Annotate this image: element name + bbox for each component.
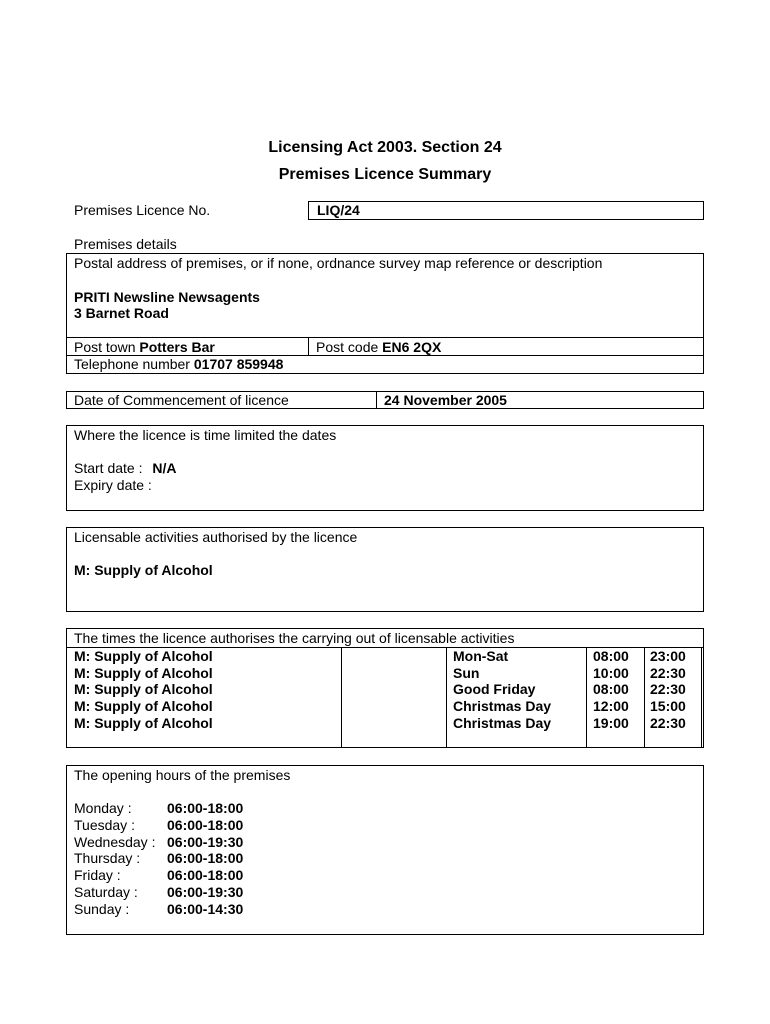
commencement-box <box>66 391 704 409</box>
times-start: 10:00 <box>593 665 629 681</box>
divider <box>67 337 703 338</box>
telephone-label: Telephone number <box>74 356 190 372</box>
start-date-label: Start date : <box>74 460 143 476</box>
opening-day: Friday : <box>74 867 121 883</box>
times-activity: M: Supply of Alcohol <box>74 665 213 681</box>
times-end: 15:00 <box>650 698 686 714</box>
address-label: Postal address of premises, or if none, ordnance survey map reference or description <box>74 255 603 271</box>
times-days: Christmas Day <box>453 698 552 714</box>
activities-value: M: Supply of Alcohol <box>74 562 213 578</box>
premises-name: PRITI Newsline Newsagents <box>74 289 260 305</box>
times-end: 22:30 <box>650 681 686 697</box>
activities-box <box>66 527 704 612</box>
opening-hours-box <box>66 765 704 935</box>
opening-hours-value: 06:00-18:00 <box>167 800 244 816</box>
times-start: 08:00 <box>593 681 629 697</box>
times-start: 12:00 <box>593 698 629 714</box>
commencement-value: 24 November 2005 <box>384 392 507 408</box>
post-code-value: EN6 2QX <box>382 339 442 355</box>
post-town <box>74 339 215 356</box>
times-activity: M: Supply of Alcohol <box>74 648 213 664</box>
opening-day: Monday : <box>74 800 132 816</box>
divider <box>446 647 447 747</box>
opening-day: Saturday : <box>74 884 138 900</box>
times-box <box>66 628 704 748</box>
premises-section-label: Premises details <box>74 236 177 252</box>
times-heading: The times the licence authorises the carrying out of licensable activities <box>74 630 515 646</box>
opening-hours-value: 06:00-19:30 <box>167 834 244 850</box>
post-town-value: Potters Bar <box>139 339 215 355</box>
times-days: Sun <box>453 665 480 681</box>
times-days: Mon-Sat <box>453 648 509 664</box>
post-code <box>316 339 441 356</box>
document-title: Licensing Act 2003. Section 24 <box>268 139 502 156</box>
opening-hours-value: 06:00-18:00 <box>167 817 244 833</box>
premises-street: 3 Barnet Road <box>74 305 169 321</box>
document-subtitle: Premises Licence Summary <box>278 166 492 183</box>
opening-hours-value: 06:00-18:00 <box>167 867 244 883</box>
opening-day: Wednesday : <box>74 834 156 850</box>
divider <box>308 337 309 355</box>
opening-day: Sunday : <box>74 901 130 917</box>
times-activity: M: Supply of Alcohol <box>74 698 213 714</box>
times-activity: M: Supply of Alcohol <box>74 681 213 697</box>
telephone-value: 01707 859948 <box>193 356 284 372</box>
times-end: 22:30 <box>650 715 686 731</box>
time-limited-heading: Where the licence is time limited the dates <box>74 427 337 443</box>
times-end: 22:30 <box>650 665 686 681</box>
divider <box>701 647 702 747</box>
premises-box <box>66 253 704 374</box>
expiry-date-label: Expiry date : <box>74 477 152 493</box>
licence-no-box <box>308 201 704 220</box>
divider <box>341 647 342 747</box>
telephone <box>74 356 283 373</box>
divider <box>376 392 377 408</box>
post-town-label: Post town <box>74 339 136 355</box>
start-date-value: N/A <box>152 460 177 476</box>
opening-day: Thursday : <box>74 850 141 866</box>
time-limited-box <box>66 425 704 511</box>
post-code-label: Post code <box>316 339 379 355</box>
divider <box>586 647 587 747</box>
times-end: 23:00 <box>650 648 686 664</box>
divider <box>644 647 645 747</box>
opening-hours-value: 06:00-14:30 <box>167 901 244 917</box>
opening-hours-heading: The opening hours of the premises <box>74 767 291 783</box>
times-days: Good Friday <box>453 681 536 697</box>
activities-heading: Licensable activities authorised by the licence <box>74 529 358 545</box>
times-start: 19:00 <box>593 715 629 731</box>
times-start: 08:00 <box>593 648 629 664</box>
times-activity: M: Supply of Alcohol <box>74 715 213 731</box>
times-days: Christmas Day <box>453 715 552 731</box>
licence-no-label: Premises Licence No. <box>74 202 211 218</box>
start-date-row <box>74 460 177 477</box>
opening-hours-value: 06:00-18:00 <box>167 850 244 866</box>
commencement-label: Date of Commencement of licence <box>74 392 289 408</box>
licence-no-value: LIQ/24 <box>317 202 360 218</box>
opening-day: Tuesday : <box>74 817 135 833</box>
opening-hours-value: 06:00-19:30 <box>167 884 244 900</box>
